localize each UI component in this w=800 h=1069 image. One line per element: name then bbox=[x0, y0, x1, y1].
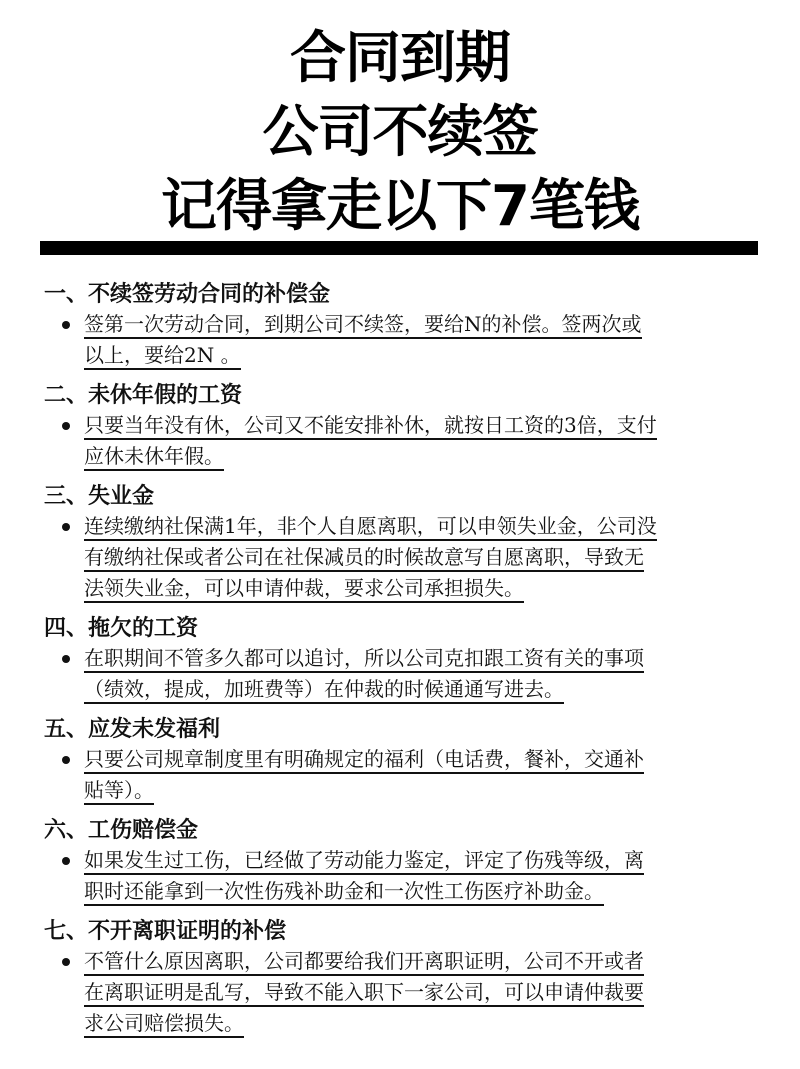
section-4 bbox=[44, 614, 764, 706]
body-line: 职时还能拿到一次性伤残补助金和一次性工伤医疗补助金。 bbox=[84, 879, 604, 906]
bullet-item bbox=[44, 644, 764, 706]
body-line: 在离职证明是乱写，导致不能入职下一家公司，可以申请仲裁要 bbox=[84, 980, 644, 1007]
body-line: 不管什么原因离职，公司都要给我们开离职证明，公司不开或者 bbox=[84, 949, 644, 976]
body-line: 有缴纳社保或者公司在社保减员的时候故意写自愿离职，导致无 bbox=[84, 545, 644, 572]
bullet-item bbox=[44, 745, 764, 807]
body-line: 法领失业金，可以申请仲裁，要求公司承担损失。 bbox=[84, 576, 524, 603]
body-line: （绩效，提成，加班费等）在仲裁的时候通通写进去。 bbox=[84, 677, 564, 704]
bullet-item bbox=[44, 411, 764, 473]
bullet-item bbox=[44, 947, 764, 1040]
section-5 bbox=[44, 715, 764, 807]
section-2 bbox=[44, 381, 764, 473]
section-1 bbox=[44, 280, 764, 372]
bullet-icon bbox=[62, 422, 70, 430]
title-line-2: 公司不续签 bbox=[262, 100, 538, 165]
section-6 bbox=[44, 816, 764, 908]
body-line: 连续缴纳社保满1年，非个人自愿离职，可以申领失业金，公司没 bbox=[84, 514, 657, 541]
bullet-icon bbox=[62, 857, 70, 865]
bullet-icon bbox=[62, 756, 70, 764]
bullet-item bbox=[44, 846, 764, 908]
section-heading: 七、不开离职证明的补偿 bbox=[44, 918, 287, 944]
section-3 bbox=[44, 482, 764, 605]
section-heading: 二、未休年假的工资 bbox=[44, 382, 243, 408]
content-list bbox=[44, 280, 764, 1049]
section-heading: 一、不续签劳动合同的补偿金 bbox=[44, 281, 331, 307]
body-line: 应休未休年假。 bbox=[84, 444, 224, 471]
bullet-item bbox=[44, 310, 764, 372]
body-line: 贴等）。 bbox=[84, 778, 154, 805]
body-line: 求公司赔偿损失。 bbox=[84, 1011, 244, 1038]
title-divider bbox=[40, 241, 758, 255]
page-title bbox=[0, 22, 800, 244]
body-line: 如果发生过工伤，已经做了劳动能力鉴定，评定了伤残等级，离 bbox=[84, 848, 644, 875]
section-heading: 四、拖欠的工资 bbox=[44, 615, 199, 641]
bullet-icon bbox=[62, 655, 70, 663]
section-heading: 三、失业金 bbox=[44, 483, 155, 509]
bullet-icon bbox=[62, 958, 70, 966]
title-line-3: 记得拿走以下7笔钱 bbox=[161, 174, 639, 239]
body-line: 只要公司规章制度里有明确规定的福利（电话费，餐补，交通补 bbox=[84, 747, 644, 774]
section-heading: 五、应发未发福利 bbox=[44, 716, 221, 742]
body-line: 签第一次劳动合同，到期公司不续签，要给N的补偿。签两次或 bbox=[84, 312, 642, 339]
bullet-item bbox=[44, 512, 764, 605]
bullet-icon bbox=[62, 321, 70, 329]
body-line: 只要当年没有休，公司又不能安排补休，就按日工资的3倍，支付 bbox=[84, 413, 657, 440]
body-line: 以上，要给2N 。 bbox=[84, 343, 241, 370]
bullet-icon bbox=[62, 523, 70, 531]
section-7 bbox=[44, 917, 764, 1040]
section-heading: 六、工伤赔偿金 bbox=[44, 817, 199, 843]
body-line: 在职期间不管多久都可以追讨，所以公司克扣跟工资有关的事项 bbox=[84, 646, 644, 673]
title-line-1: 合同到期 bbox=[290, 26, 510, 91]
